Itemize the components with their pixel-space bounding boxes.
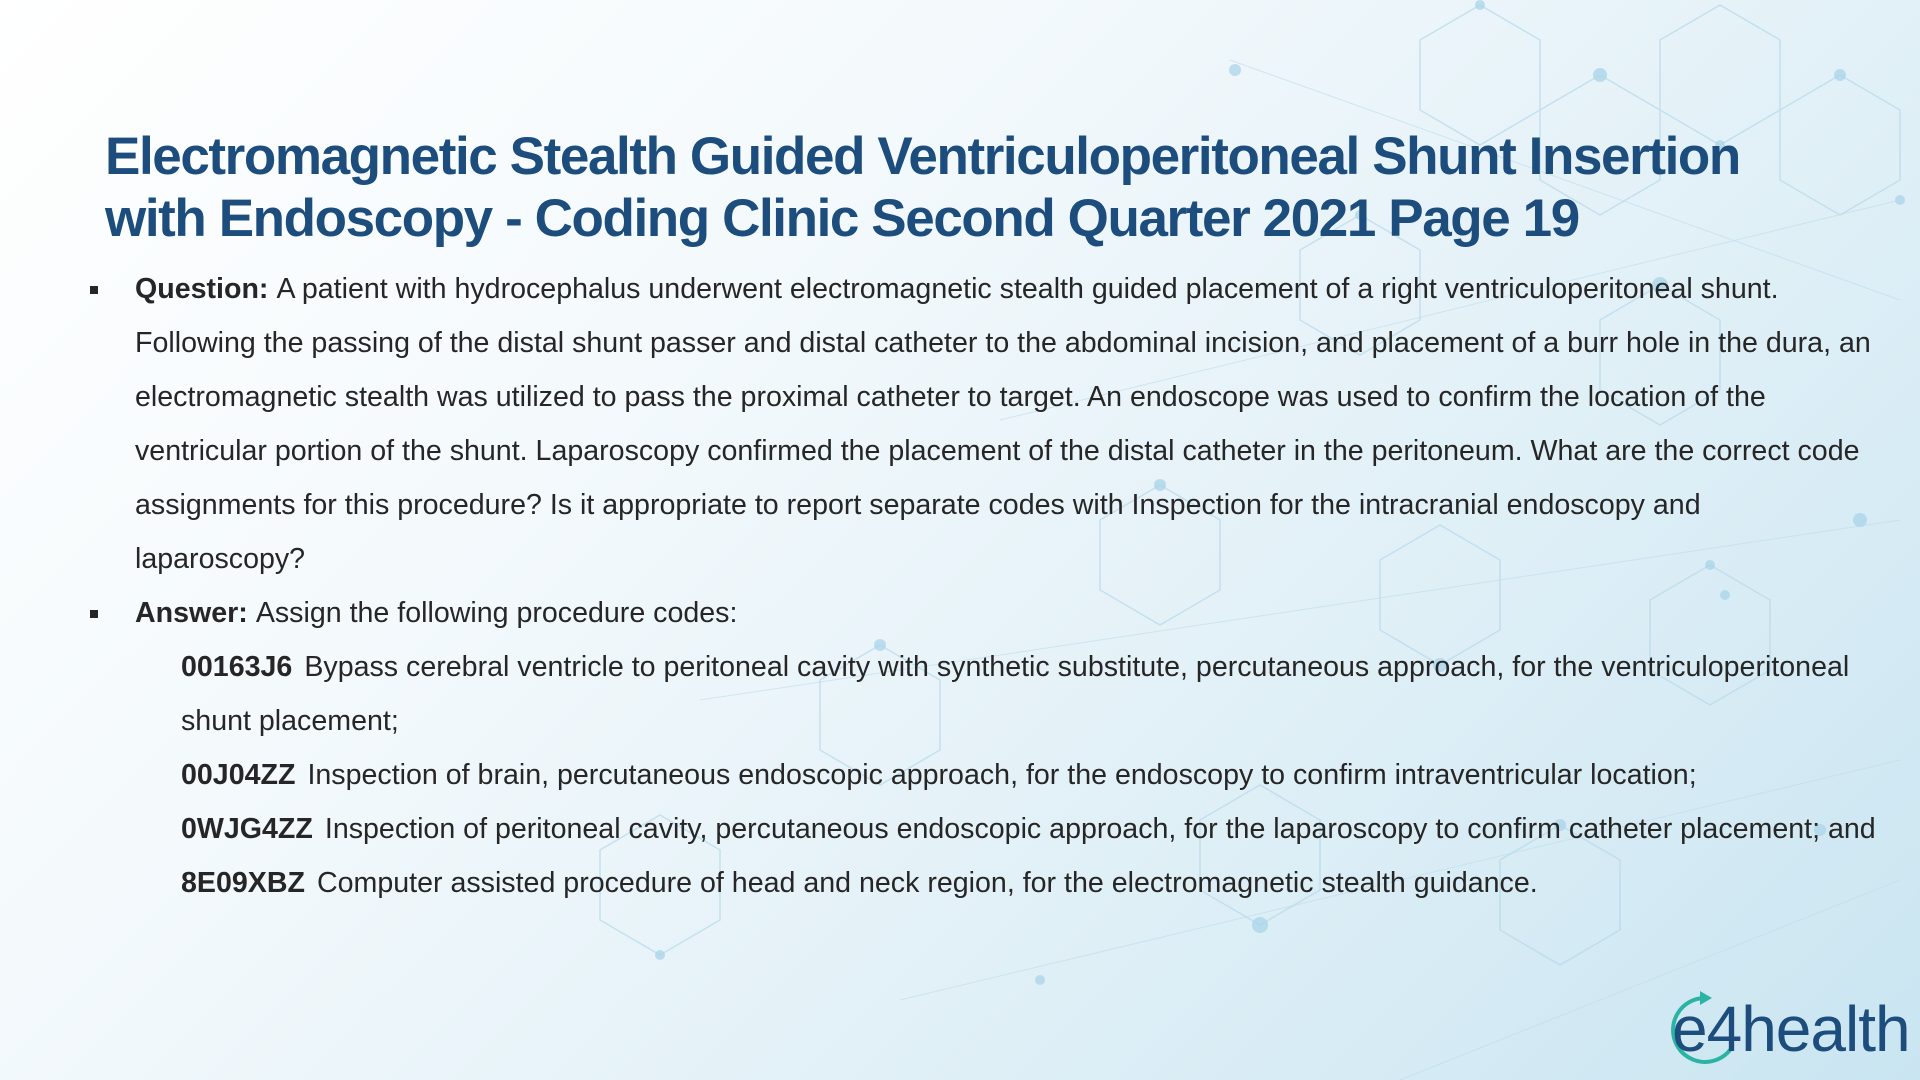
question-bullet [86, 262, 1876, 586]
question-label: Question: [135, 273, 269, 305]
procedure-code: 00J04ZZ [181, 759, 296, 791]
answer-bullet [86, 586, 1876, 640]
procedure-code-list [86, 640, 1876, 910]
answer-label: Answer: [135, 597, 248, 629]
logo-four: 4 [1706, 993, 1742, 1065]
square-bullet-icon [90, 610, 98, 618]
title-line-2: with Endoscopy - Coding Clinic Second Quarter 2021 Page 19 [105, 189, 1579, 248]
slide-body [86, 262, 1876, 910]
title-line-1: Electromagnetic Stealth Guided Ventriculoperitoneal Shunt Insertion [105, 127, 1740, 186]
procedure-code-description: Inspection of peritoneal cavity, percutaneous endoscopic approach, for the laparoscopy to confirm catheter placement; and [324, 813, 1876, 845]
procedure-code-description: Bypass cerebral ventricle to peritoneal cavity with synthetic substitute, percutaneous approach, for the ventriculoperitoneal shunt placement; [181, 651, 1850, 737]
procedure-code-description: Computer assisted procedure of head and neck region, for the electromagnetic stealth guidance. [316, 867, 1538, 899]
logo-prefix: e [1672, 993, 1707, 1065]
e4health-logo [1660, 988, 1910, 1068]
logo-suffix: health [1741, 993, 1910, 1065]
slide-title [105, 126, 1895, 250]
answer-text: Assign the following procedure codes: [255, 597, 738, 629]
square-bullet-icon [90, 286, 98, 294]
procedure-code: 0WJG4ZZ [181, 813, 313, 845]
procedure-code-description: Inspection of brain, percutaneous endoscopic approach, for the endoscopy to confirm intraventricular location; [307, 759, 1697, 791]
procedure-code-item [181, 802, 1876, 856]
procedure-code-item [181, 748, 1876, 802]
question-text: A patient with hydrocephalus underwent electromagnetic stealth guided placement of a right ventriculoperitoneal shunt. Following the passing of the distal shunt passer and distal catheter to the abdominal incision, and placement of a burr hole in the dura, an electromagnetic stealth was utilized to pass the proximal catheter to target. An endoscope was used to confirm the location of the ventricular portion of the shunt. Laparoscopy confirmed the placement of the distal catheter in the peritoneum. What are the correct code assignments for this procedure? Is it appropriate to report separate codes with Inspection for the intracranial endoscopy and laparoscopy? [135, 273, 1871, 575]
procedure-code: 00163J6 [181, 651, 293, 683]
procedure-code-item [181, 856, 1876, 910]
logo-wordmark [1672, 994, 1910, 1064]
procedure-code: 8E09XBZ [181, 867, 305, 899]
procedure-code-item [181, 640, 1876, 748]
